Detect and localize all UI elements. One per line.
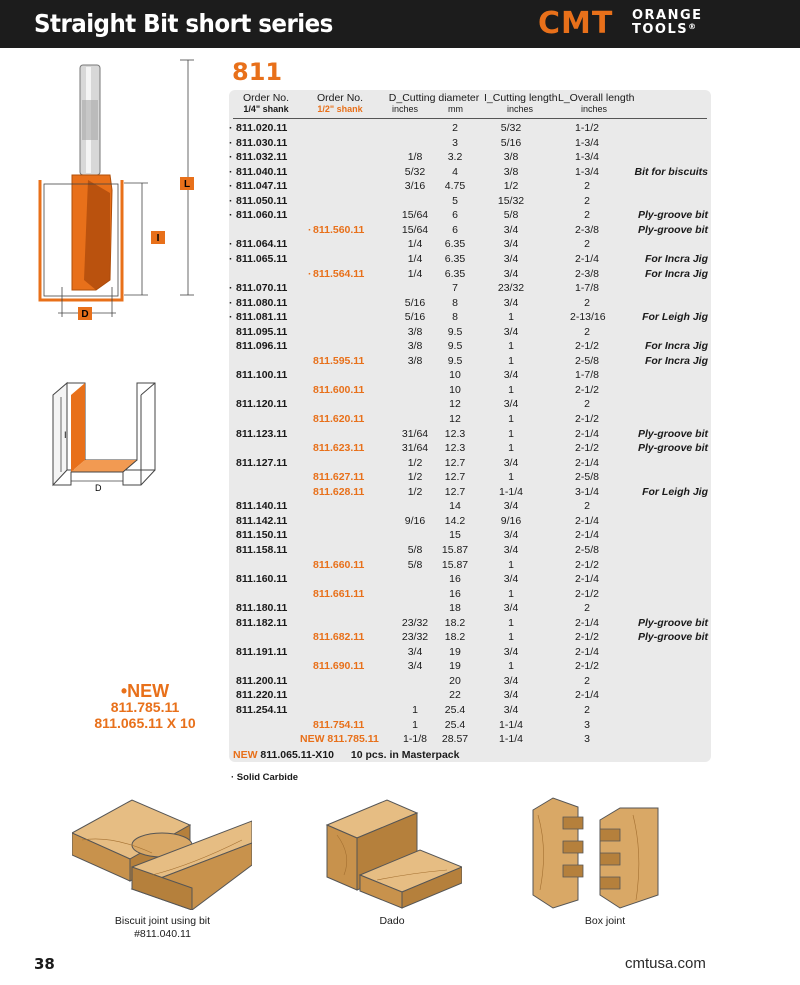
order-half-cell: 811.600.11 (313, 383, 365, 396)
col-header-overall-length: L_Overall length inches (558, 92, 635, 114)
solid-carbide-marker: · (229, 136, 233, 149)
diameter-inches-cell: 9/16 (404, 514, 426, 527)
table-row (0, 543, 800, 557)
order-quarter-cell: 811.050.11 (236, 194, 288, 207)
cutting-length-cell: 5/16 (500, 136, 522, 149)
order-quarter-cell: 811.064.11 (236, 238, 288, 251)
diameter-mm-cell: 12.7 (444, 456, 466, 469)
diameter-mm-cell: 7 (452, 282, 458, 295)
cutting-length-cell: 3/4 (503, 369, 519, 382)
overall-length-cell: 1-7/8 (575, 369, 599, 382)
order-quarter-cell: 811.070.11 (236, 282, 288, 295)
cutting-length-cell: 1-1/4 (499, 733, 523, 746)
cutting-length-cell: 1 (508, 442, 514, 455)
cutting-length-cell: 1 (508, 427, 514, 440)
order-quarter-cell: 811.142.11 (236, 514, 288, 527)
overall-length-cell: 2-1/2 (575, 660, 599, 673)
overall-length-cell: 1-3/4 (575, 136, 599, 149)
overall-length-cell: 2 (584, 194, 590, 207)
table-row (0, 645, 800, 659)
diameter-mm-cell: 12.7 (444, 485, 466, 498)
order-half-cell: 811.682.11 (313, 631, 365, 644)
diameter-mm-cell: 12.7 (444, 471, 466, 484)
diameter-mm-cell: 15.87 (441, 558, 469, 571)
diameter-mm-cell: 10 (449, 383, 461, 396)
groove-profile-diagram (45, 375, 190, 495)
diameter-mm-cell: 6 (452, 223, 458, 236)
cutting-length-cell: 3/4 (503, 529, 519, 542)
diameter-inches-cell: 3/8 (407, 325, 423, 338)
diameter-inches-cell: 1-1/8 (403, 733, 427, 746)
overall-length-cell: 1-3/4 (575, 151, 599, 164)
diameter-label-d: D (81, 309, 89, 320)
series-number: 811 (232, 58, 283, 86)
table-row (0, 558, 800, 572)
solid-carbide-note: · Solid Carbide (231, 772, 299, 783)
diameter-inches-cell: 15/64 (401, 223, 429, 236)
diameter-mm-cell: 4.75 (444, 180, 466, 193)
page-number: 38 (34, 955, 55, 973)
new-products-callout: •NEW 811.785.11 811.065.11 X 10 (94, 681, 196, 731)
diameter-mm-cell: 9.5 (447, 354, 463, 367)
cutting-length-cell: 5/8 (503, 209, 519, 222)
cutting-length-cell: 1 (508, 631, 514, 644)
overall-length-cell: 2-1/2 (575, 442, 599, 455)
solid-carbide-marker: · (229, 209, 233, 222)
diameter-mm-cell: 6.35 (444, 267, 466, 280)
table-row (0, 499, 800, 513)
note-cell: For Incra Jig (644, 340, 708, 353)
cutting-length-cell: 1 (508, 587, 514, 600)
diameter-mm-cell: 19 (449, 660, 461, 673)
order-quarter-cell: 811.060.11 (236, 209, 288, 222)
groove-label-i: I (64, 430, 67, 440)
diameter-mm-cell: 6.35 (444, 238, 466, 251)
table-row (0, 659, 800, 673)
diameter-inches-cell: 3/16 (404, 180, 426, 193)
order-quarter-cell: 811.200.11 (236, 674, 288, 687)
diameter-inches-cell: 15/64 (401, 209, 429, 222)
table-row (0, 601, 800, 615)
biscuit-joint-illustration (72, 795, 252, 910)
cutting-length-cell: 3/4 (503, 267, 519, 280)
cutting-length-cell: 5/32 (500, 122, 522, 134)
order-quarter-cell: 811.180.11 (236, 602, 288, 615)
order-quarter-cell: 811.095.11 (236, 325, 288, 338)
solid-carbide-marker: · (229, 238, 233, 251)
col-header-order-half: Order No. 1/2" shank (316, 92, 364, 114)
box-joint-illustration (528, 795, 663, 910)
diameter-mm-cell: 12.3 (444, 427, 466, 440)
diameter-mm-cell: 25.4 (444, 704, 466, 716)
footer-url[interactable]: cmtusa.com (625, 955, 706, 972)
diameter-inches-cell: 1/4 (407, 252, 423, 265)
cutting-length-cell: 3/4 (503, 500, 519, 513)
overall-length-cell: 2-3/8 (575, 223, 599, 236)
cutting-length-cell: 3/4 (503, 602, 519, 615)
order-quarter-cell: 811.080.11 (236, 296, 288, 309)
table-row (0, 587, 800, 601)
caption-box-joint: Box joint (584, 915, 626, 927)
order-quarter-cell: 811.040.11 (236, 165, 288, 178)
cutting-length-cell: 9/16 (500, 514, 522, 527)
order-quarter-cell: 811.096.11 (236, 340, 288, 353)
cutting-length-cell: 1 (508, 616, 514, 629)
note-cell: Ply-groove bit (637, 442, 708, 455)
diameter-mm-cell: 5 (452, 194, 458, 207)
overall-length-cell: 2 (584, 325, 590, 338)
col-header-diameter: D_Cutting diameter inches mm (388, 92, 480, 114)
caption-dado: Dado (379, 915, 405, 927)
overall-length-cell: 2-1/4 (575, 427, 599, 440)
cutting-length-cell: 1/2 (503, 180, 519, 193)
cutting-length-cell: 3/4 (503, 296, 519, 309)
overall-length-cell: 2-1/2 (575, 413, 599, 425)
order-half-cell: 811.620.11 (313, 413, 365, 425)
cutting-length-label-i: I (156, 233, 160, 244)
diameter-inches-cell: 1/8 (407, 151, 423, 164)
overall-length-cell: 2 (584, 500, 590, 513)
overall-length-cell: 2 (584, 296, 590, 309)
solid-carbide-marker: · (229, 194, 233, 207)
cutting-length-cell: 1 (508, 413, 514, 425)
caption-biscuit-joint: Biscuit joint using bit #811.040.11 (114, 915, 211, 940)
col-header-cutting-length: I_Cutting length inches (484, 92, 558, 114)
order-quarter-cell: 811.191.11 (236, 645, 288, 658)
diameter-mm-cell: 6.35 (444, 252, 466, 265)
order-quarter-cell: 811.032.11 (236, 151, 288, 164)
order-quarter-cell: 811.182.11 (236, 616, 288, 629)
order-quarter-cell: 811.150.11 (236, 529, 288, 542)
order-quarter-cell: 811.220.11 (236, 689, 288, 702)
overall-length-cell: 2-3/8 (575, 267, 599, 280)
overall-length-cell: 2-1/2 (575, 558, 599, 571)
overall-length-cell: 2 (584, 674, 590, 687)
table-row (0, 630, 800, 644)
overall-length-cell: 3 (584, 733, 590, 746)
note-cell: Ply-groove bit (637, 209, 708, 222)
order-half-cell: NEW 811.785.11 (300, 733, 379, 746)
diameter-mm-cell: 9.5 (447, 340, 463, 353)
solid-carbide-marker: · (229, 296, 233, 309)
overall-length-cell: 2-1/4 (575, 252, 599, 265)
overall-length-cell: 2 (584, 209, 590, 222)
cutting-length-cell: 1-1/4 (499, 485, 523, 498)
overall-length-cell: 2-1/4 (575, 514, 599, 527)
note-cell: Ply-groove bit (637, 427, 708, 440)
logo-orange-text: ORANGE (632, 8, 703, 23)
diameter-inches-cell: 5/8 (407, 543, 423, 556)
note-cell: Bit for biscuits (634, 165, 708, 178)
diameter-inches-cell: 23/32 (401, 616, 429, 629)
overall-length-cell: 2-13/16 (570, 311, 606, 324)
diameter-mm-cell: 3.2 (447, 151, 463, 164)
overall-length-cell: 2-1/4 (575, 456, 599, 469)
note-cell: Ply-groove bit (637, 631, 708, 644)
diameter-inches-cell: 5/16 (404, 311, 426, 324)
diameter-mm-cell: 25.4 (444, 718, 466, 731)
overall-length-cell: 2-1/4 (575, 689, 599, 702)
overall-length-cell: 2-1/2 (575, 587, 599, 600)
diameter-inches-cell: 1 (412, 704, 418, 716)
logo-tools-text: TOOLS® (632, 22, 698, 37)
solid-carbide-marker: · (229, 165, 233, 178)
cutting-length-cell: 3/8 (503, 151, 519, 164)
cutting-length-cell: 1 (508, 558, 514, 571)
overall-length-cell: 2-1/2 (575, 631, 599, 644)
table-row (0, 528, 800, 542)
table-row (0, 514, 800, 528)
overall-length-label-l: L (183, 179, 191, 190)
diameter-inches-cell: 31/64 (401, 442, 429, 455)
overall-length-cell: 2-1/2 (575, 383, 599, 396)
solid-carbide-marker: · (229, 252, 233, 265)
diameter-mm-cell: 18.2 (444, 631, 466, 644)
diameter-mm-cell: 20 (449, 674, 461, 687)
table-row (0, 572, 800, 586)
diameter-inches-cell: 5/32 (404, 165, 426, 178)
overall-length-cell: 2 (584, 238, 590, 251)
diameter-inches-cell: 1/2 (407, 471, 423, 484)
cutting-length-cell: 3/4 (503, 398, 519, 411)
table-row (0, 616, 800, 630)
diameter-mm-cell: 16 (449, 587, 461, 600)
cutting-length-cell: 15/32 (497, 194, 525, 207)
order-half-cell: 811.661.11 (313, 587, 365, 600)
order-half-cell: 811.690.11 (313, 660, 365, 673)
order-quarter-cell: 811.047.11 (236, 180, 288, 193)
cutting-length-cell: 3/4 (503, 674, 519, 687)
overall-length-cell: 2 (584, 704, 590, 716)
cutting-length-cell: 1 (508, 354, 514, 367)
diameter-inches-cell: 5/8 (407, 558, 423, 571)
overall-length-cell: 2 (584, 602, 590, 615)
cutting-length-cell: 1 (508, 471, 514, 484)
cutting-length-cell: 23/32 (497, 282, 525, 295)
order-quarter-cell: 811.030.11 (236, 136, 288, 149)
page-header (0, 0, 800, 48)
overall-length-cell: 2-5/8 (575, 543, 599, 556)
solid-carbide-marker: · (229, 180, 233, 193)
diameter-mm-cell: 12.3 (444, 442, 466, 455)
overall-length-cell: 2-1/4 (575, 616, 599, 629)
order-quarter-cell: 811.120.11 (236, 398, 288, 411)
cutting-length-cell: 3/4 (503, 645, 519, 658)
note-cell: Ply-groove bit (637, 616, 708, 629)
note-cell: Ply-groove bit (637, 223, 708, 236)
masterpack-line: NEW 811.065.11-X10 10 pcs. in Masterpack (233, 749, 460, 761)
diameter-inches-cell: 1/4 (407, 267, 423, 280)
diameter-mm-cell: 16 (449, 573, 461, 586)
logo-cmt-text: CMT (538, 6, 614, 41)
diameter-mm-cell: 28.57 (441, 733, 469, 746)
header-divider (233, 118, 707, 119)
diameter-inches-cell: 1/4 (407, 238, 423, 251)
overall-length-cell: 1-7/8 (575, 282, 599, 295)
diameter-mm-cell: 6 (452, 209, 458, 222)
solid-carbide-marker: · (229, 311, 233, 324)
diameter-inches-cell: 3/8 (407, 354, 423, 367)
note-cell: For Incra Jig (644, 354, 708, 367)
diameter-mm-cell: 15 (449, 529, 461, 542)
overall-length-cell: 3 (584, 718, 590, 731)
diameter-mm-cell: 10 (449, 369, 461, 382)
col-header-order-quarter: Order No. 1/4" shank (242, 92, 290, 114)
cutting-length-cell: 3/8 (503, 165, 519, 178)
diameter-mm-cell: 8 (452, 311, 458, 324)
note-cell: For Incra Jig (644, 267, 708, 280)
cutting-length-cell: 1-1/4 (499, 718, 523, 731)
overall-length-cell: 2 (584, 398, 590, 411)
diameter-inches-cell: 3/4 (407, 645, 423, 658)
page-title: Straight Bit short series (34, 9, 333, 38)
diameter-inches-cell: 31/64 (401, 427, 429, 440)
diameter-inches-cell: 1/2 (407, 456, 423, 469)
overall-length-cell: 2-5/8 (575, 354, 599, 367)
diameter-inches-cell: 1/2 (407, 485, 423, 498)
order-quarter-cell: 811.127.11 (236, 456, 288, 469)
overall-length-cell: 1-3/4 (575, 165, 599, 178)
order-half-cell: 811.660.11 (313, 558, 365, 571)
overall-length-cell: 2-1/4 (575, 573, 599, 586)
diameter-mm-cell: 22 (449, 689, 461, 702)
order-quarter-cell: 811.100.11 (236, 369, 288, 382)
diameter-mm-cell: 19 (449, 645, 461, 658)
overall-length-cell: 2 (584, 180, 590, 193)
order-half-cell: 811.754.11 (313, 718, 365, 731)
diameter-mm-cell: 14 (449, 500, 461, 513)
table-row (0, 354, 800, 368)
cutting-length-cell: 3/4 (503, 573, 519, 586)
diameter-mm-cell: 8 (452, 296, 458, 309)
diameter-mm-cell: 4 (452, 165, 458, 178)
solid-carbide-marker: · (229, 122, 233, 134)
diameter-inches-cell: 1 (412, 718, 418, 731)
cutting-length-cell: 3/4 (503, 325, 519, 338)
order-half-cell: 811.564.11 (313, 267, 365, 280)
cutting-length-cell: 1 (508, 660, 514, 673)
diameter-mm-cell: 12 (449, 413, 461, 425)
overall-length-cell: 2-1/2 (575, 340, 599, 353)
order-half-cell: 811.623.11 (313, 442, 365, 455)
diameter-mm-cell: 2 (452, 122, 458, 134)
cmt-logo (538, 6, 758, 42)
overall-length-cell: 1-1/2 (575, 122, 599, 134)
diameter-inches-cell: 5/16 (404, 296, 426, 309)
order-quarter-cell: 811.123.11 (236, 427, 288, 440)
order-quarter-cell: 811.065.11 (236, 252, 288, 265)
order-quarter-cell: 811.158.11 (236, 543, 288, 556)
groove-label-d: D (95, 483, 102, 493)
diameter-inches-cell: 3/4 (407, 660, 423, 673)
dado-joint-illustration (322, 795, 462, 910)
diameter-mm-cell: 15.87 (441, 543, 469, 556)
diameter-mm-cell: 14.2 (444, 514, 466, 527)
order-half-cell: 811.628.11 (313, 485, 365, 498)
cutting-length-cell: 3/4 (503, 543, 519, 556)
order-half-cell: 811.595.11 (313, 354, 365, 367)
note-cell: For Leigh Jig (642, 311, 708, 324)
overall-length-cell: 2-1/4 (575, 529, 599, 542)
overall-length-cell: 2-1/4 (575, 645, 599, 658)
diameter-mm-cell: 18.2 (444, 616, 466, 629)
order-half-cell: 811.560.11 (313, 223, 365, 236)
cutting-length-cell: 3/4 (503, 223, 519, 236)
overall-length-cell: 2-5/8 (575, 471, 599, 484)
cutting-length-cell: 3/4 (503, 252, 519, 265)
diameter-mm-cell: 12 (449, 398, 461, 411)
cutting-length-cell: 3/4 (503, 238, 519, 251)
cutting-length-cell: 1 (508, 340, 514, 353)
order-quarter-cell: 811.160.11 (236, 573, 288, 586)
solid-carbide-marker: · (229, 151, 233, 164)
diameter-mm-cell: 9.5 (447, 325, 463, 338)
diameter-inches-cell: 3/8 (407, 340, 423, 353)
note-cell: For Incra Jig (644, 252, 708, 265)
cutting-length-cell: 1 (508, 383, 514, 396)
note-cell: For Leigh Jig (642, 485, 708, 498)
cutting-length-cell: 1 (508, 311, 514, 324)
cutting-length-cell: 3/4 (503, 456, 519, 469)
order-half-cell: 811.627.11 (313, 471, 365, 484)
order-quarter-cell: 811.254.11 (236, 704, 288, 716)
order-quarter-cell: 811.140.11 (236, 500, 288, 513)
diameter-mm-cell: 3 (452, 136, 458, 149)
solid-carbide-marker: · (308, 267, 312, 280)
order-quarter-cell: 811.081.11 (236, 311, 288, 324)
table-row (0, 732, 800, 746)
router-bit-diagram (30, 55, 205, 335)
overall-length-cell: 3-1/4 (575, 485, 599, 498)
table-row (0, 339, 800, 353)
diameter-inches-cell: 23/32 (401, 631, 429, 644)
order-quarter-cell: 811.020.11 (236, 122, 288, 134)
solid-carbide-marker: · (308, 223, 312, 236)
cutting-length-cell: 3/4 (503, 704, 519, 716)
diameter-mm-cell: 18 (449, 602, 461, 615)
solid-carbide-marker: · (229, 282, 233, 295)
cutting-length-cell: 3/4 (503, 689, 519, 702)
